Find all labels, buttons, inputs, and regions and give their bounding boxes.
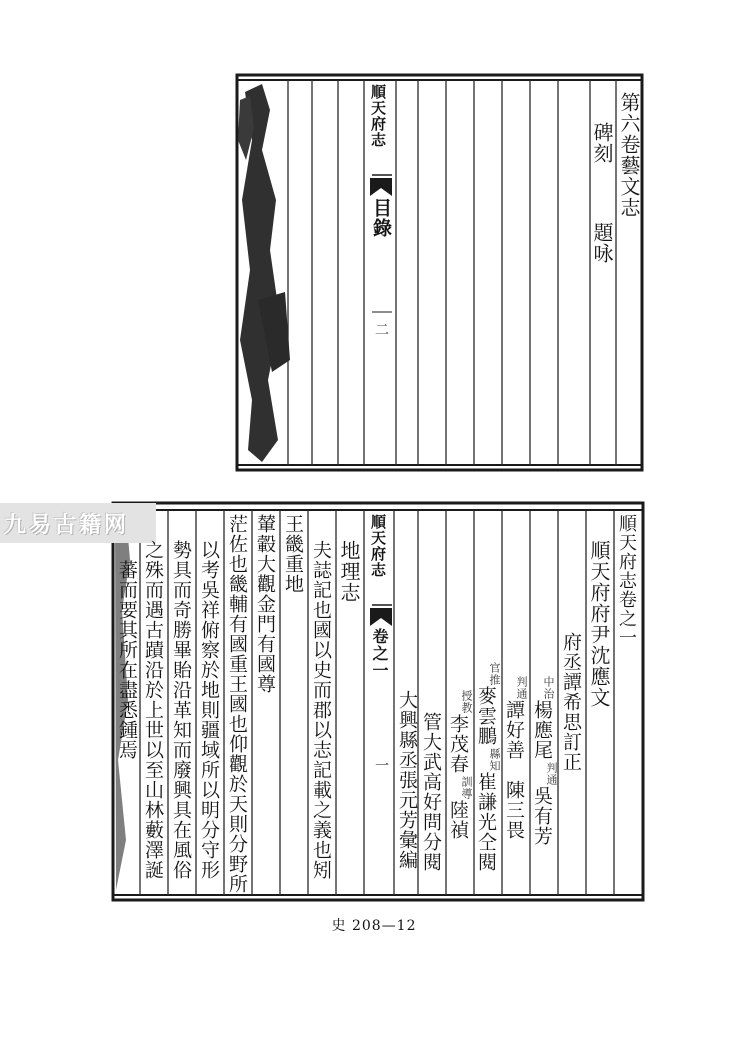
upper-chapter-title: 第六卷藝文志	[617, 92, 641, 218]
page-footer-catalog-number: 史 208—12	[331, 918, 417, 934]
lower-credit-4-note2: 縣知	[488, 748, 501, 772]
upper-subsection-poems: 題咏	[590, 222, 614, 264]
lower-credit-3-note: 判通	[515, 676, 528, 700]
lower-center-section: 卷之一	[370, 628, 389, 679]
lower-text-line-5: 以考吳祥俯察於地則疆域所以明分守形	[198, 540, 220, 880]
lower-credit-5-note2: 訓導	[460, 776, 473, 800]
upper-center-title: 順天府志	[369, 84, 387, 148]
lower-text-line-7: 之殊而遇古蹟沿於上世以至山林藪澤誕	[142, 540, 164, 880]
lower-center-title: 順天府志	[369, 514, 387, 578]
lower-text-line-1: 夫誌記也國以史而郡以志記載之義也矧	[310, 540, 332, 880]
lower-credit-5b: 陸禎	[447, 800, 469, 840]
lower-section-title: 地理志	[337, 540, 361, 603]
lower-credit-5: 李茂春	[447, 714, 469, 774]
lower-text-line-8: 蕃而要其所在盡悉鍾焉	[116, 560, 138, 760]
lower-credit-4b: 崔謙光仝閱	[475, 772, 497, 872]
lower-compiler-title: 順天府府尹沈應文	[587, 540, 611, 708]
lower-credit-7: 大興縣丞張元芳彙編	[396, 690, 418, 870]
lower-credit-2: 楊應尾	[531, 700, 553, 760]
lower-credit-5-note: 授教	[460, 690, 473, 714]
lower-credit-1: 府丞譚希思訂正	[560, 632, 582, 772]
lower-text-line-6: 勢具而奇勝畢貽沿革知而廢興具在風俗	[170, 540, 192, 880]
lower-text-line-2: 王畿重地	[282, 514, 304, 594]
lower-credit-3: 譚好善 陳三畏	[503, 700, 525, 840]
lower-credit-6: 管大武高好問分閱	[420, 712, 442, 872]
upper-center-page-number: 二	[373, 322, 389, 337]
lower-credit-2-note: 中治	[542, 676, 555, 700]
lower-text-line-4: 茫佐也畿輔有國重王國也仰觀於天則分野所	[226, 514, 248, 894]
lower-volume-head: 順天府志卷之一	[616, 514, 637, 647]
lower-credit-4: 麥雲鵬	[475, 686, 497, 746]
watermark-text: 九易古籍网	[4, 513, 130, 538]
lower-credit-2-note2: 判通	[545, 762, 558, 786]
upper-subsection-inscriptions: 碑刻	[590, 122, 614, 164]
lower-text-line-3: 輦轂大觀金門有國尊	[254, 514, 276, 694]
upper-page-frame	[237, 75, 642, 470]
watermark-banner	[0, 503, 156, 543]
lower-credit-4-note: 官推	[488, 662, 501, 686]
lower-credit-2b: 吳有芳	[531, 786, 553, 846]
upper-center-section: 目錄	[370, 198, 392, 238]
lower-center-page-number: 一	[373, 758, 389, 773]
